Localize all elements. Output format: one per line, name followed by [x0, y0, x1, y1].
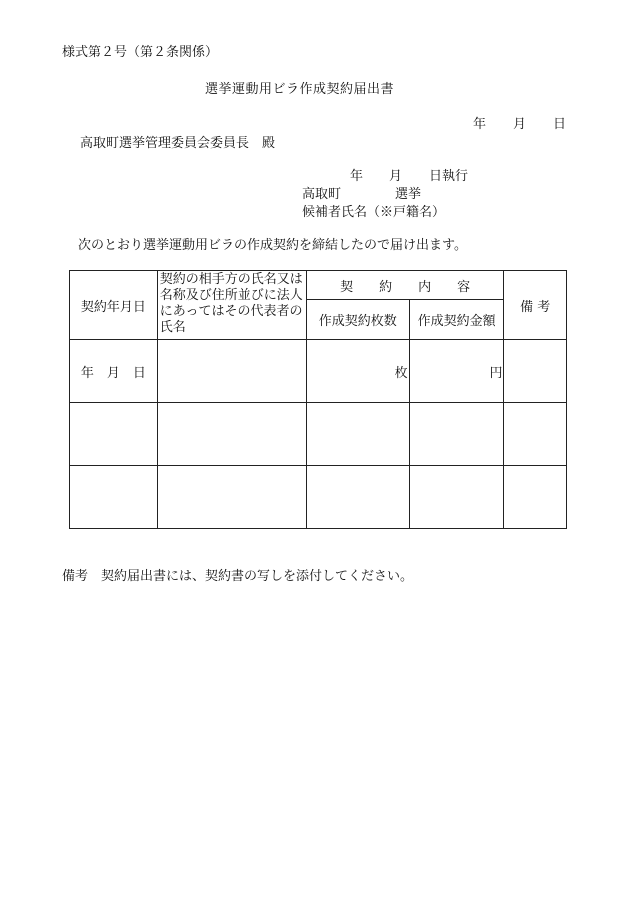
contract-date-cell[interactable]	[70, 403, 158, 466]
remarks-cell[interactable]	[504, 340, 567, 403]
sheet-count-cell[interactable]	[306, 403, 409, 466]
header-remarks: 備 考	[504, 271, 567, 340]
submission-date	[473, 118, 566, 131]
sheet-count-cell[interactable]	[306, 466, 409, 529]
table-row	[70, 466, 567, 529]
contract-amount-cell[interactable]	[409, 466, 504, 529]
header-contract-details: 契 約 内 容	[306, 271, 504, 300]
counterparty-cell[interactable]	[157, 466, 306, 529]
election-day-exec-label: 日執行	[429, 169, 469, 184]
date-month-label: 月	[513, 117, 527, 132]
header-contract-date: 契約年月日	[70, 271, 158, 340]
contract-date-cell[interactable]	[70, 466, 158, 529]
header-counterparty: 契約の相手方の氏名又は名称及び住所並びに法人にあってはその代表者の氏名	[157, 271, 306, 340]
contract-table	[69, 270, 567, 529]
date-year-label: 年	[473, 117, 487, 132]
election-date-line	[350, 170, 468, 183]
header-contract-amount: 作成契約金額	[409, 300, 504, 340]
intro-text: 次のとおり選挙運動用ビラの作成契約を締結したので届け出ます。	[78, 238, 467, 253]
form-number: 様式第２号（第２条関係）	[62, 45, 219, 60]
sheet-count-cell[interactable]: 枚	[306, 340, 409, 403]
addressee: 高取町選挙管理委員会委員長 殿	[80, 136, 276, 151]
election-year-label: 年	[350, 169, 364, 184]
contract-amount-cell[interactable]	[409, 403, 504, 466]
counterparty-cell[interactable]	[157, 340, 306, 403]
contract-date-cell[interactable]: 年 月 日	[70, 340, 158, 403]
remark-note: 備考 契約届出書には、契約書の写しを添付してください。	[62, 569, 414, 584]
remarks-cell[interactable]	[504, 403, 567, 466]
contract-amount-cell[interactable]: 円	[409, 340, 504, 403]
date-day-label: 日	[553, 117, 567, 132]
counterparty-cell[interactable]	[157, 403, 306, 466]
header-sheet-count: 作成契約枚数	[306, 300, 409, 340]
document-title: 選挙運動用ビラ作成契約届出書	[205, 82, 395, 97]
election-name-line	[302, 188, 421, 201]
remarks-cell[interactable]	[504, 466, 567, 529]
candidate-name-label: 候補者氏名（※戸籍名）	[302, 205, 446, 220]
town-label: 高取町	[302, 187, 342, 202]
election-month-label: 月	[389, 169, 403, 184]
table-row	[70, 340, 567, 403]
election-label: 選挙	[395, 187, 422, 202]
table-row	[70, 403, 567, 466]
